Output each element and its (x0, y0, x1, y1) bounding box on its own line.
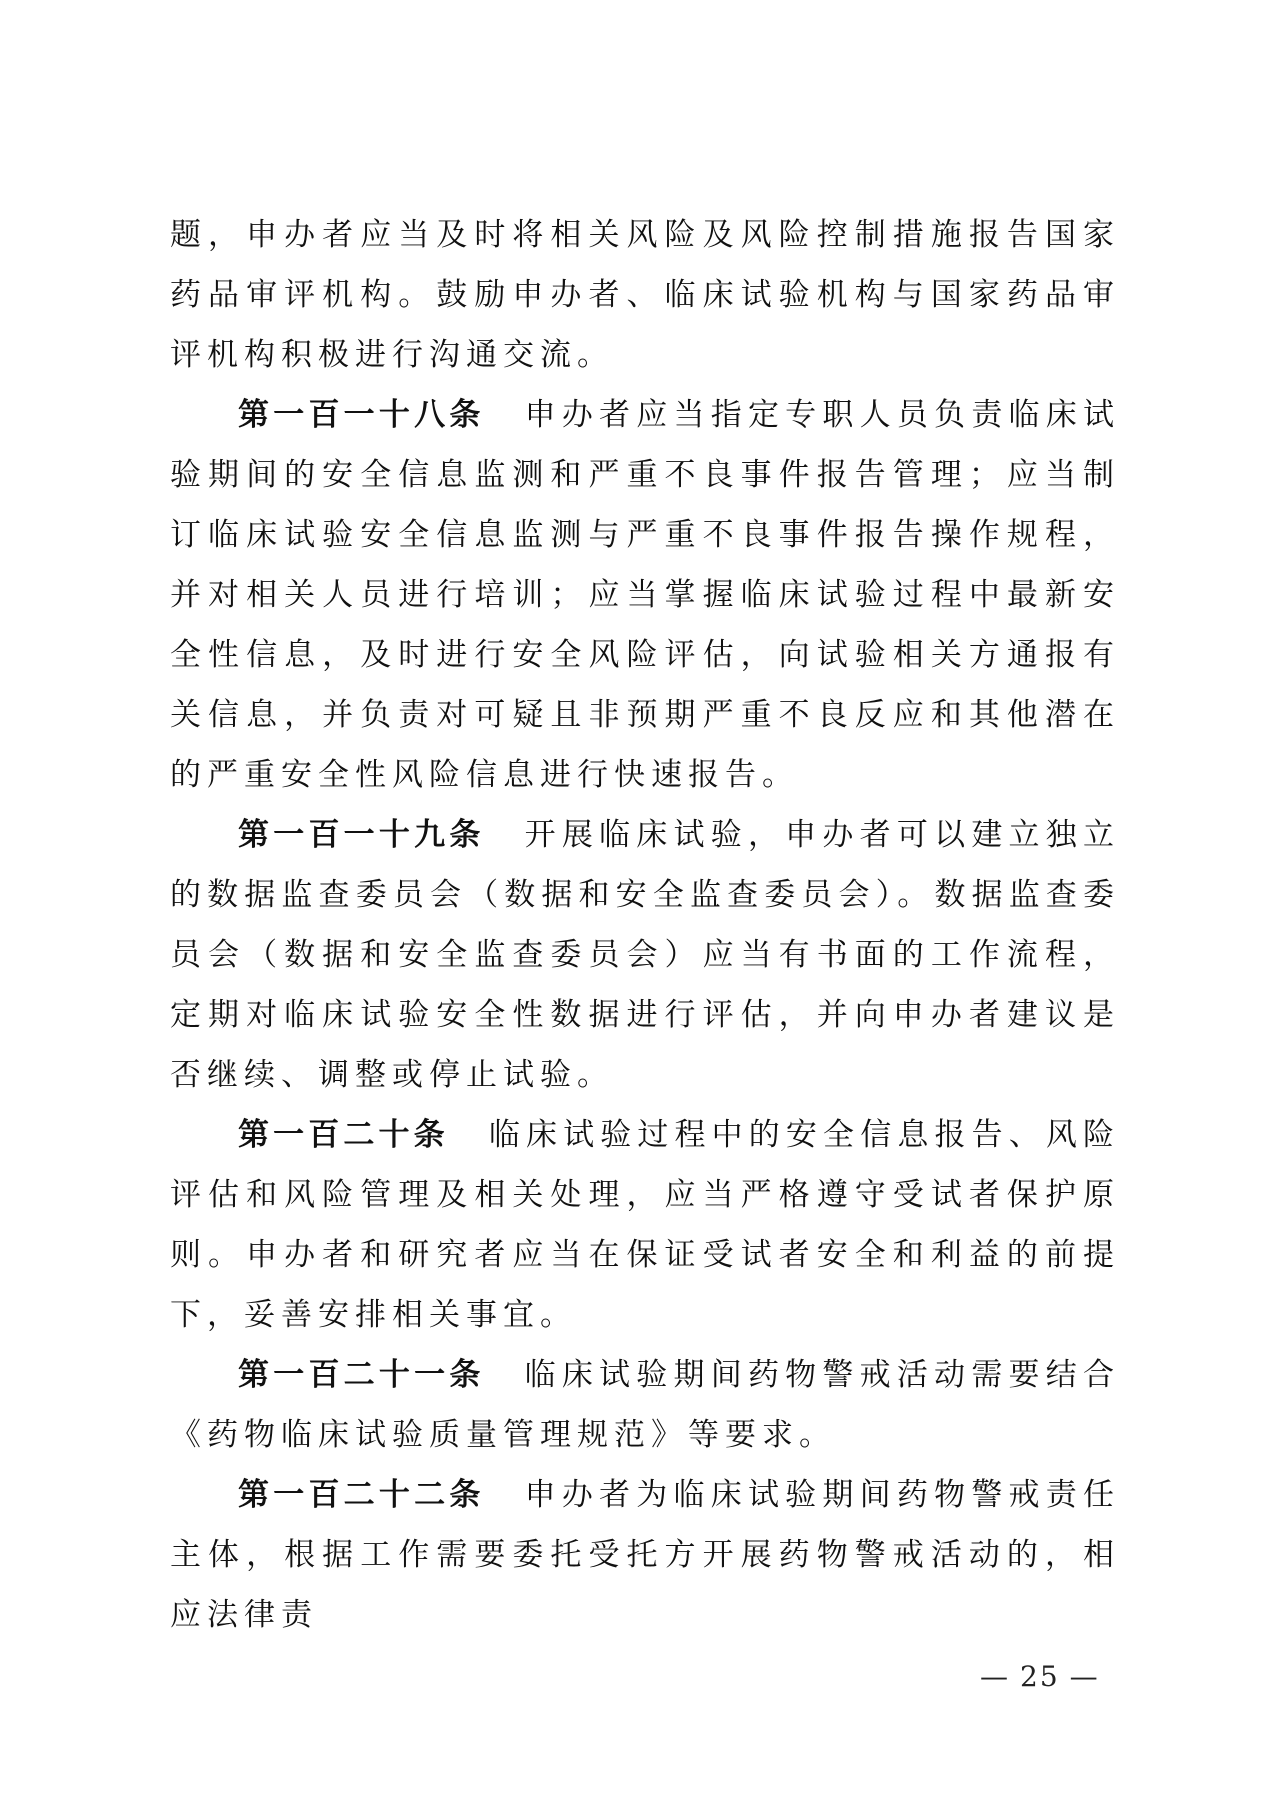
article-122 (170, 1465, 1120, 1645)
page-number-dash-right: — (1069, 1660, 1100, 1693)
article-number: 第一百一十八条 (238, 397, 485, 433)
page-number-dash-left: — (980, 1660, 1010, 1693)
article-118 (170, 385, 1120, 805)
article-119 (170, 805, 1120, 1105)
article-number: 第一百二十一条 (238, 1357, 485, 1393)
article-text: 临床试验过程中的安全信息报告、风险评估和风险管理及相关处理，应当严格遵守受试者保护原则。申办者和研究者应当在保证受试者安全和利益的前提下，妥善安排相关事宜。 (170, 1117, 1121, 1333)
page-number (970, 1660, 1110, 1693)
page-number-value: 25 (1020, 1660, 1060, 1693)
article-120 (170, 1105, 1120, 1345)
article-text: 申办者为临床试验期间药物警戒责任主体，根据工作需要委托受托方开展药物警戒活动的，相应法律责 (170, 1477, 1121, 1633)
article-text: 临床试验期间药物警戒活动需要结合《药物临床试验质量管理规范》等要求。 (170, 1357, 1121, 1453)
article-121 (170, 1345, 1120, 1465)
document-body (170, 205, 1120, 1645)
article-number: 第一百一十九条 (238, 817, 485, 853)
article-text: 开展临床试验，申办者可以建立独立的数据监查委员会（数据和安全监查委员会）。数据监查委员会（数据和安全监查委员会）应当有书面的工作流程，定期对临床试验安全性数据进行评估，并向申办者建议是否继续、调整或停止试验。 (170, 817, 1121, 1093)
intro-paragraph: 题，申办者应当及时将相关风险及风险控制措施报告国家药品审评机构。鼓励申办者、临床试验机构与国家药品审评机构积极进行沟通交流。 (170, 217, 1120, 373)
article-number: 第一百二十二条 (238, 1477, 485, 1513)
article-number: 第一百二十条 (238, 1117, 449, 1153)
article-text: 申办者应当指定专职人员负责临床试验期间的安全信息监测和严重不良事件报告管理；应当制订临床试验安全信息监测与严重不良事件报告操作规程，并对相关人员进行培训；应当掌握临床试验过程中最新安全性信息，及时进行安全风险评估，向试验相关方通报有关信息，并负责对可疑且非预期严重不良反应和其他潜在的严重安全性风险信息进行快速报告。 (170, 397, 1121, 793)
